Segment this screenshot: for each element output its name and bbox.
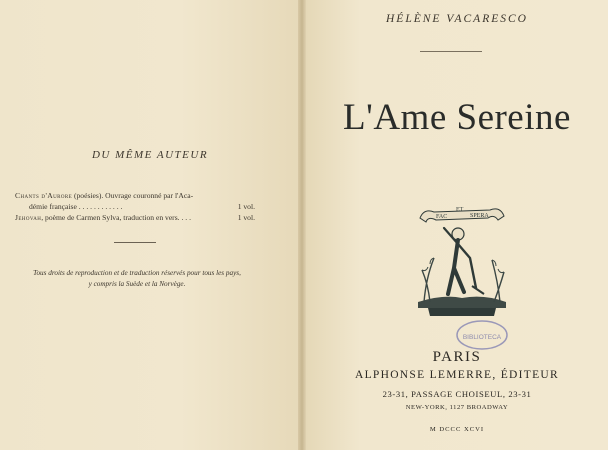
publisher-name: ALPHONSE LEMERRE, ÉDITEUR [354,369,560,381]
work-entry [15,190,255,201]
divider-rule [114,242,156,243]
same-author-heading: DU MÊME AUTEUR [91,149,209,161]
rights-line: y compris la Suède et la Norvège. [88,279,186,288]
volume-count: 1 vol. [237,202,255,211]
book-title: L'Ame Sereine [343,97,571,138]
work-description: , poème de Carmen Sylva, traduction en vers. [41,213,180,222]
book-spine [298,0,306,450]
rights-notice [0,268,274,289]
work-continuation: démie française [29,202,77,211]
author-name: HÉLÈNE VACARESCO [386,13,528,25]
motto-word: ET [456,207,464,213]
work-title: Chants d'Aurore [15,191,73,200]
publication-city: PARIS [432,349,482,365]
motto-word: SPERA [470,213,489,219]
divider-rule [420,51,482,52]
left-page [0,0,300,450]
motto-word: FAC [436,214,448,220]
publisher-device-illustration [414,198,510,320]
volume-count: 1 vol. [237,213,255,222]
works-list [15,190,255,223]
library-stamp [455,318,509,352]
rights-line: Tous droits de reproduction et de traduction réservés pour tous les pays, [33,269,241,277]
work-entry: Jehovah, poème de Carmen Sylva, traduction en vers. . . . 1 vol. [15,213,255,222]
work-entry-continued: démie française . . . . . . . . . . . . 1 vol. [29,202,255,211]
work-title: Jehovah [15,213,42,222]
new-york-address: NEW-YORK, 1127 BROADWAY [405,404,509,411]
publication-year: M DCCC XCVI [429,426,485,433]
work-description: (poésies). Ouvrage couronné par l'Aca- [72,191,194,200]
stamp-text: BIBLIOTECA [462,334,502,341]
publisher-address: 23-31, PASSAGE CHOISEUL, 23-31 [382,389,532,399]
